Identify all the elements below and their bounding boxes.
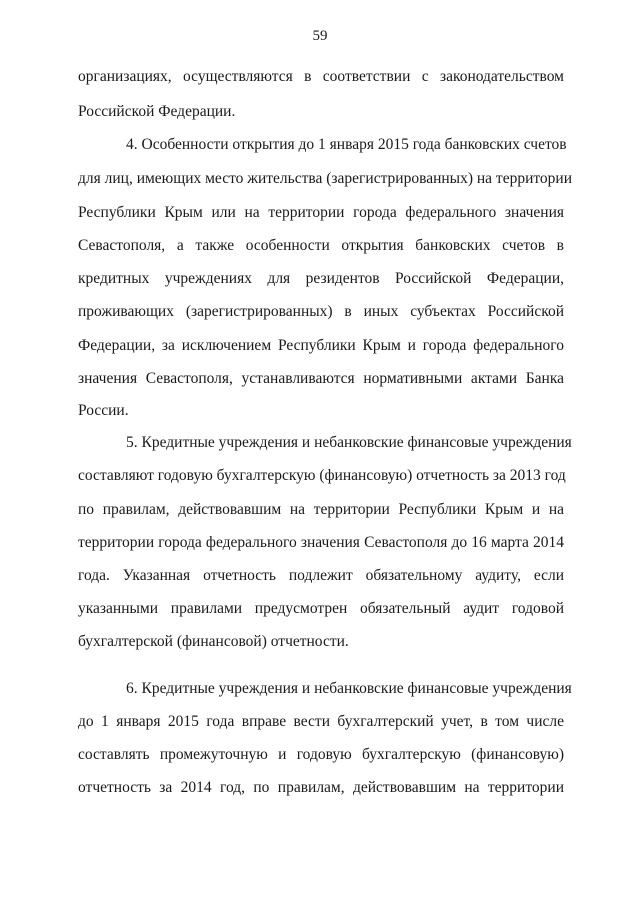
- text-line: составляют годовую бухгалтерскую (финансовую) отчетность за 2013 год: [78, 467, 566, 484]
- text-line: 5. Кредитные учреждения и небанковские финансовые учреждения: [126, 434, 572, 451]
- text-line: составлять промежуточную и годовую бухгалтерскую (финансовую): [78, 746, 564, 763]
- page-number: 59: [312, 28, 328, 44]
- text-line: по правилам, действовавшим на территории Республики Крым и на: [78, 501, 564, 518]
- text-line: организациях, осуществляются в соответствии с законодательством: [78, 68, 564, 85]
- text-line: 6. Кредитные учреждения и небанковские финансовые учреждения: [126, 680, 572, 697]
- text-line: России.: [78, 402, 129, 419]
- text-line: до 1 января 2015 года вправе вести бухгалтерский учет, в том числе: [78, 713, 564, 730]
- text-line: Республики Крым или на территории города федерального значения: [78, 204, 564, 221]
- text-line: Севастополя, а также особенности открытия банковских счетов в: [78, 237, 564, 254]
- text-line: для лиц, имеющих место жительства (зарегистрированных) на территории: [78, 170, 573, 187]
- text-line: года. Указанная отчетность подлежит обязательному аудиту, если: [78, 567, 564, 584]
- text-line: Федерации, за исключением Республики Крым и города федерального: [78, 337, 564, 354]
- text-line: указанными правилами предусмотрен обязательный аудит годовой: [78, 600, 564, 617]
- text-line: бухгалтерской (финансовой) отчетности.: [78, 633, 349, 650]
- text-line: значения Севастополя, устанавливаются нормативными актами Банка: [78, 370, 564, 387]
- text-line: отчетность за 2014 год, по правилам, действовавшим на территории: [78, 779, 564, 796]
- text-line: Российской Федерации.: [78, 103, 236, 120]
- text-line: территории города федерального значения Севастополя до 16 марта 2014: [78, 534, 564, 551]
- text-line: проживающих (зарегистрированных) в иных субъектах Российской: [78, 303, 564, 320]
- text-line: 4. Особенности открытия до 1 января 2015 года банковских счетов: [126, 136, 567, 153]
- text-line: кредитных учреждениях для резидентов Российской Федерации,: [78, 270, 564, 287]
